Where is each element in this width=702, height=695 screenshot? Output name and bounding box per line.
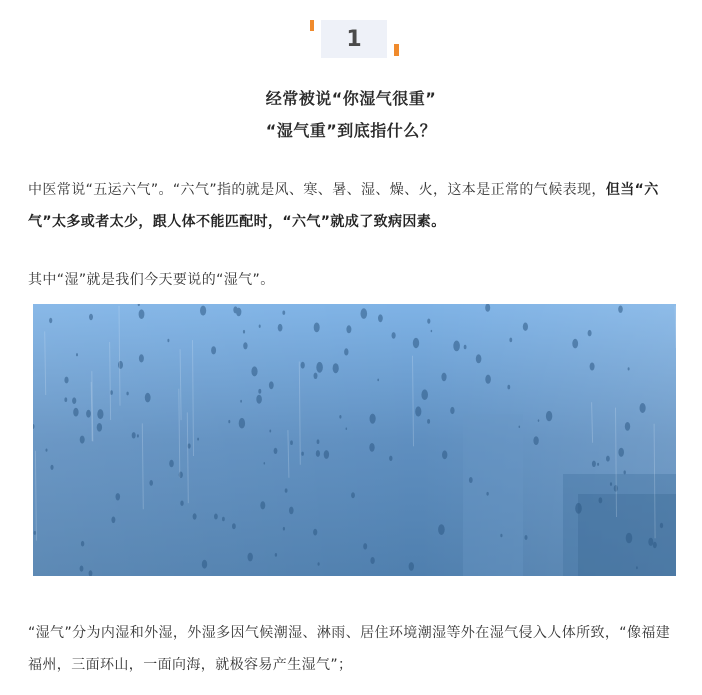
raindrop xyxy=(64,397,67,402)
raindrop xyxy=(118,361,123,369)
raindrop xyxy=(301,362,305,369)
raindrop xyxy=(313,529,317,536)
raindrop xyxy=(640,403,646,413)
paragraph-inner-outer-dampness: “湿气”分为内湿和外湿，外湿多因气候潮湿、淋雨、居住环境潮湿等外在湿气侵入人体所致，“像福建福州，三面环山，一面向海，就极容易产生湿气”； xyxy=(28,625,671,673)
raindrop xyxy=(76,353,78,356)
raindrop xyxy=(283,527,285,531)
raindrop xyxy=(339,415,341,419)
raindrop xyxy=(248,553,253,562)
raindrop xyxy=(409,562,414,571)
raindrop xyxy=(137,434,139,437)
raindrop xyxy=(278,324,283,332)
raindrop xyxy=(73,408,78,417)
raindrop xyxy=(46,449,48,452)
raindrop xyxy=(377,379,379,382)
raindrop xyxy=(628,367,630,370)
raindrop xyxy=(525,535,528,540)
raindrop xyxy=(282,311,285,315)
raindrop xyxy=(80,566,84,572)
raindrop xyxy=(533,436,538,445)
raindrop xyxy=(258,389,261,394)
raindrop xyxy=(660,523,663,528)
rain-window-photo xyxy=(33,304,676,576)
raindrop xyxy=(316,362,323,373)
raindrop xyxy=(500,534,502,538)
raindrop xyxy=(392,332,396,339)
raindrop xyxy=(450,407,454,414)
raindrop xyxy=(370,557,374,564)
raindrop xyxy=(81,541,84,547)
raindrop xyxy=(316,450,320,457)
raindrop xyxy=(228,420,230,423)
raindrop xyxy=(378,314,383,322)
raindrop xyxy=(89,314,93,320)
raindrop xyxy=(145,393,151,403)
raindrop xyxy=(507,385,510,390)
raindrop xyxy=(592,461,596,467)
raindrop xyxy=(211,346,216,354)
raindrop xyxy=(476,354,482,363)
raindrop xyxy=(202,560,207,569)
raindrop xyxy=(509,338,512,343)
raindrop xyxy=(50,465,53,470)
paragraph-six-qi xyxy=(28,174,678,238)
raindrop xyxy=(427,419,430,424)
raindrop xyxy=(626,533,633,544)
heading-line-1: 经常被说“你湿气很重” xyxy=(265,89,437,108)
raindrop xyxy=(469,477,473,483)
raindrop xyxy=(49,318,52,323)
raindrop xyxy=(485,375,491,384)
raindrop xyxy=(236,308,241,317)
raindrop xyxy=(285,488,288,492)
raindrop xyxy=(588,330,592,336)
raindrop xyxy=(239,418,245,429)
raindrop xyxy=(453,341,460,352)
raindrop xyxy=(486,492,488,496)
raindrop xyxy=(413,338,419,348)
raindrop xyxy=(415,406,421,416)
raindrop xyxy=(624,470,626,474)
section-number: 1 xyxy=(321,20,387,58)
raindrop xyxy=(599,497,603,503)
raindrop xyxy=(264,462,266,465)
raindrop xyxy=(139,309,145,319)
raindrop xyxy=(438,524,445,535)
raindrop xyxy=(618,448,624,457)
raindrop xyxy=(97,409,103,419)
raindrop xyxy=(251,366,257,376)
raindrop xyxy=(431,330,433,333)
raindrop xyxy=(324,450,329,459)
raindrop xyxy=(370,414,376,424)
raindrop xyxy=(538,419,540,422)
raindrop xyxy=(97,423,102,432)
raindrop xyxy=(618,306,623,313)
raindrop xyxy=(427,319,430,324)
raindrop xyxy=(610,482,612,486)
raindrop xyxy=(243,342,247,349)
raindrop xyxy=(64,377,68,384)
raindrop xyxy=(317,439,320,444)
raindrop xyxy=(167,339,169,342)
raindrop xyxy=(86,410,91,418)
raindrop xyxy=(597,463,599,466)
raindrop xyxy=(214,514,218,520)
raindrop xyxy=(193,513,197,519)
raindrop xyxy=(126,392,128,396)
raindrop xyxy=(34,531,36,535)
raindrop xyxy=(351,492,355,498)
raindrop xyxy=(369,443,374,452)
raindrop xyxy=(269,430,271,433)
paragraph-dampness-intro: 其中“湿”就是我们今天要说的“湿气”。 xyxy=(28,272,275,288)
accent-bar-left xyxy=(310,20,314,31)
paragraph-six-qi-normal: 中医常说“五运六气”。“六气”指的就是风、寒、暑、湿、燥、火，这本是正常的气候表现， xyxy=(28,182,606,198)
raindrop xyxy=(200,306,206,316)
raindrop xyxy=(180,501,183,506)
raindrop xyxy=(139,354,144,362)
raindrop xyxy=(464,345,467,350)
paragraph-six-qi-bold: 但当“六气”太多或者太少，跟人体不能匹配时，“六气”就成了致病因素。 xyxy=(28,182,659,230)
raindrop xyxy=(116,493,121,500)
raindrop xyxy=(421,389,428,400)
raindrop xyxy=(333,363,339,373)
raindrop xyxy=(523,323,528,331)
raindrop xyxy=(149,480,153,486)
raindrop xyxy=(363,543,367,549)
raindrop xyxy=(301,452,304,456)
raindrop xyxy=(575,503,582,514)
raindrop xyxy=(290,440,293,445)
raindrop xyxy=(344,348,348,355)
raindrop xyxy=(256,395,262,404)
raindrop xyxy=(636,566,638,569)
raindrop xyxy=(519,426,521,429)
raindrop xyxy=(572,339,578,349)
raindrop xyxy=(653,542,657,548)
raindrop xyxy=(72,397,76,404)
raindrop xyxy=(361,308,368,319)
raindrop xyxy=(275,553,277,557)
raindrop xyxy=(169,460,174,467)
accent-bar-right xyxy=(394,44,399,56)
raindrop xyxy=(314,323,320,333)
raindrop xyxy=(260,501,265,509)
raindrop xyxy=(222,517,225,522)
raindrop xyxy=(648,538,653,546)
raindrop xyxy=(289,507,294,515)
raindrop xyxy=(111,517,115,524)
raindrop xyxy=(80,436,85,444)
raindrop xyxy=(346,427,348,430)
raindrop xyxy=(441,373,446,382)
raindrop xyxy=(243,330,245,334)
raindrop xyxy=(318,562,320,566)
raindrop xyxy=(546,411,552,421)
raindrop xyxy=(314,373,318,379)
raindrop xyxy=(389,456,392,461)
raindrop xyxy=(269,381,274,389)
raindrop xyxy=(197,438,199,441)
raindrop xyxy=(590,363,595,371)
raindrop xyxy=(606,456,610,462)
raindrop xyxy=(240,400,242,403)
raindrop xyxy=(259,325,261,328)
raindrop xyxy=(132,432,136,438)
section-number-badge xyxy=(310,20,402,58)
raindrop xyxy=(346,325,351,333)
raindrop xyxy=(442,450,447,459)
raindrop xyxy=(274,448,278,454)
heading-line-2: “湿气重”到底指什么？ xyxy=(265,121,437,140)
raindrop xyxy=(232,523,236,529)
raindrop xyxy=(625,422,630,431)
